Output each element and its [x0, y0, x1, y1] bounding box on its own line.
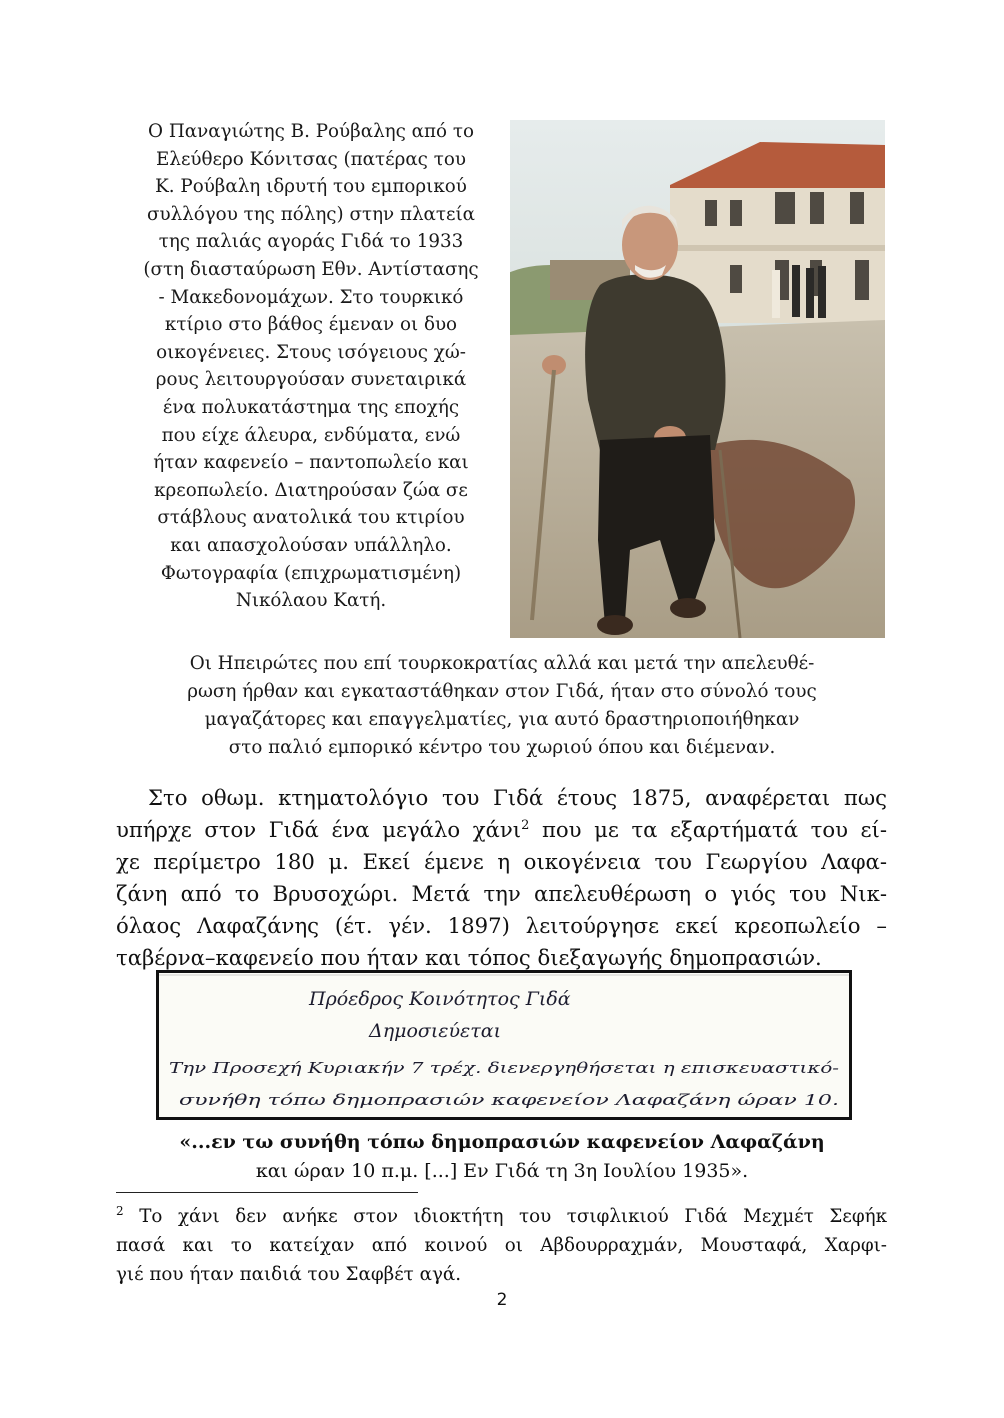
paragraph-line: χε περίμετρο 180 μ. Εκεί έμενε η οικογένεια του Γεωργίου Λαφα- — [116, 849, 887, 874]
handwriting-line: Την Προσεχή Κυριακήν 7 τρέχ. διενεργηθήσεται η επισκευαστικό- — [169, 1059, 839, 1077]
caption-line: ένα πολυκατάστημα της εποχής — [162, 396, 460, 418]
caption-line: ρους λειτουργούσαν συνεταιρικά — [155, 369, 467, 391]
paragraph-line: ταβέρνα–καφενείο που ήταν και τόπος διεξαγωγής δημοπρασιών. — [116, 945, 822, 970]
footnote-reference[interactable]: 2 — [521, 817, 530, 833]
handwritten-document-image — [156, 970, 852, 1120]
caption-line: στάβλους ανατολικά του κτιρίου — [157, 507, 465, 529]
footnote — [116, 1202, 887, 1289]
caption-line: συλλόγου της πόλης) στην πλατεία — [146, 203, 475, 225]
document-caption — [112, 1128, 892, 1186]
photo-side-caption — [112, 118, 510, 615]
caption-line: - Μακεδονομάχων. Στο τουρκικό — [158, 286, 464, 308]
paragraph-line: ζάνη από το Βρυσοχώρι. Μετά την απελευθέρωση ο γιός του Νικ- — [116, 881, 887, 906]
photograph-illustration — [510, 120, 885, 638]
handwriting-line: συνήθη τόπω δημοπρασιών καφενείον Λαφαζάνη ώραν 10. — [179, 1091, 839, 1109]
caption-line: Κ. Ρούβαλη ιδρυτή του εμπορικού — [155, 176, 467, 198]
footnote-number: 2 — [116, 1203, 124, 1218]
caption-line: Ο Παναγιώτης Β. Ρούβαλης από το — [148, 121, 474, 142]
caption-line: που είχε άλευρα, ενδύματα, ενώ — [161, 424, 461, 446]
line-text: που με τα εξαρτήματά του εί- — [529, 817, 887, 842]
caption-line: και απασχολούσαν υπάλληλο. — [170, 534, 452, 556]
caption-line: Ελεύθερο Κόνιτσας (πατέρας του — [156, 148, 466, 170]
handwriting-illustration — [159, 973, 849, 1117]
body-paragraph — [116, 782, 887, 974]
colorized-photograph — [510, 120, 885, 638]
handwriting-line: Πρόεδρος Κοινότητος Γιδά — [309, 988, 571, 1010]
paragraph-line: όλαος Λαφαζάνης (έτ. γέν. 1897) λειτούργησε εκεί κρεοπωλείο – — [116, 913, 887, 938]
footnote-line — [116, 1202, 887, 1231]
page-number: 2 — [496, 1290, 508, 1310]
caption-line: Νικόλαου Κατή. — [235, 590, 387, 612]
caption-line: ήταν καφενείο – παντοπωλείο και — [153, 452, 469, 474]
caption-line: (στη διασταύρωση Εθν. Αντίστασης — [143, 258, 479, 280]
caption-line: της παλιάς αγοράς Γιδά το 1933 — [158, 231, 464, 253]
caption-line: κρεοπωλείο. Διατηρούσαν ζώα σε — [154, 479, 468, 501]
caption-line: ρωση ήρθαν και εγκαταστάθηκαν στον Γιδά, ήταν στο σύνολό τους — [187, 681, 817, 702]
caption-line: οικογένειες. Στους ισόγειους χώ- — [156, 341, 466, 363]
caption-line: μαγαζάτορες και επαγγελματίες, για αυτό δραστηριοποιήθηκαν — [204, 709, 800, 730]
footnote-separator — [116, 1192, 418, 1193]
caption-line: Φωτογραφία (επιχρωματισμένη) — [160, 562, 462, 584]
footnote-line: πασά και το κατείχαν από κοινού οι Αβδουρραχμάν, Μουσταφά, Χαρφι- — [116, 1235, 887, 1256]
caption-quote-line: και ώραν 10 π.μ. [...] Εν Γιδά τη 3η Ιουλίου 1935». — [255, 1160, 749, 1182]
handwriting-line: Δημοσιεύεται — [369, 1020, 502, 1042]
caption-line: στο παλιό εμπορικό κέντρο του χωριού όπου και διέμεναν. — [228, 737, 776, 758]
caption-line: Οι Ηπειρώτες που επί τουρκοκρατίας αλλά και μετά την απελευθέ- — [189, 653, 815, 674]
caption-quote-line: «...εν τω συνήθη τόπω δημοπρασιών καφενείον Λαφαζάνη — [179, 1131, 825, 1153]
caption-line: κτίριο στο βάθος έμεναν οι δυο — [164, 314, 458, 336]
photo-caption — [112, 650, 892, 762]
footnote-line: γιέ που ήταν παιδιά του Σαφβέτ αγά. — [116, 1264, 462, 1285]
paragraph-line: Στο οθωμ. κτηματολόγιο του Γιδά έτους 1875, αναφέρεται πως — [148, 785, 887, 810]
line-text: υπήρχε στον Γιδά ένα μεγάλο χάνι — [116, 817, 522, 842]
line-text: Το χάνι δεν ανήκε στον ιδιοκτήτη του τσιφλικιού Γιδά Μεχμέτ Σεφήκ — [123, 1206, 887, 1227]
paragraph-line — [116, 814, 887, 846]
